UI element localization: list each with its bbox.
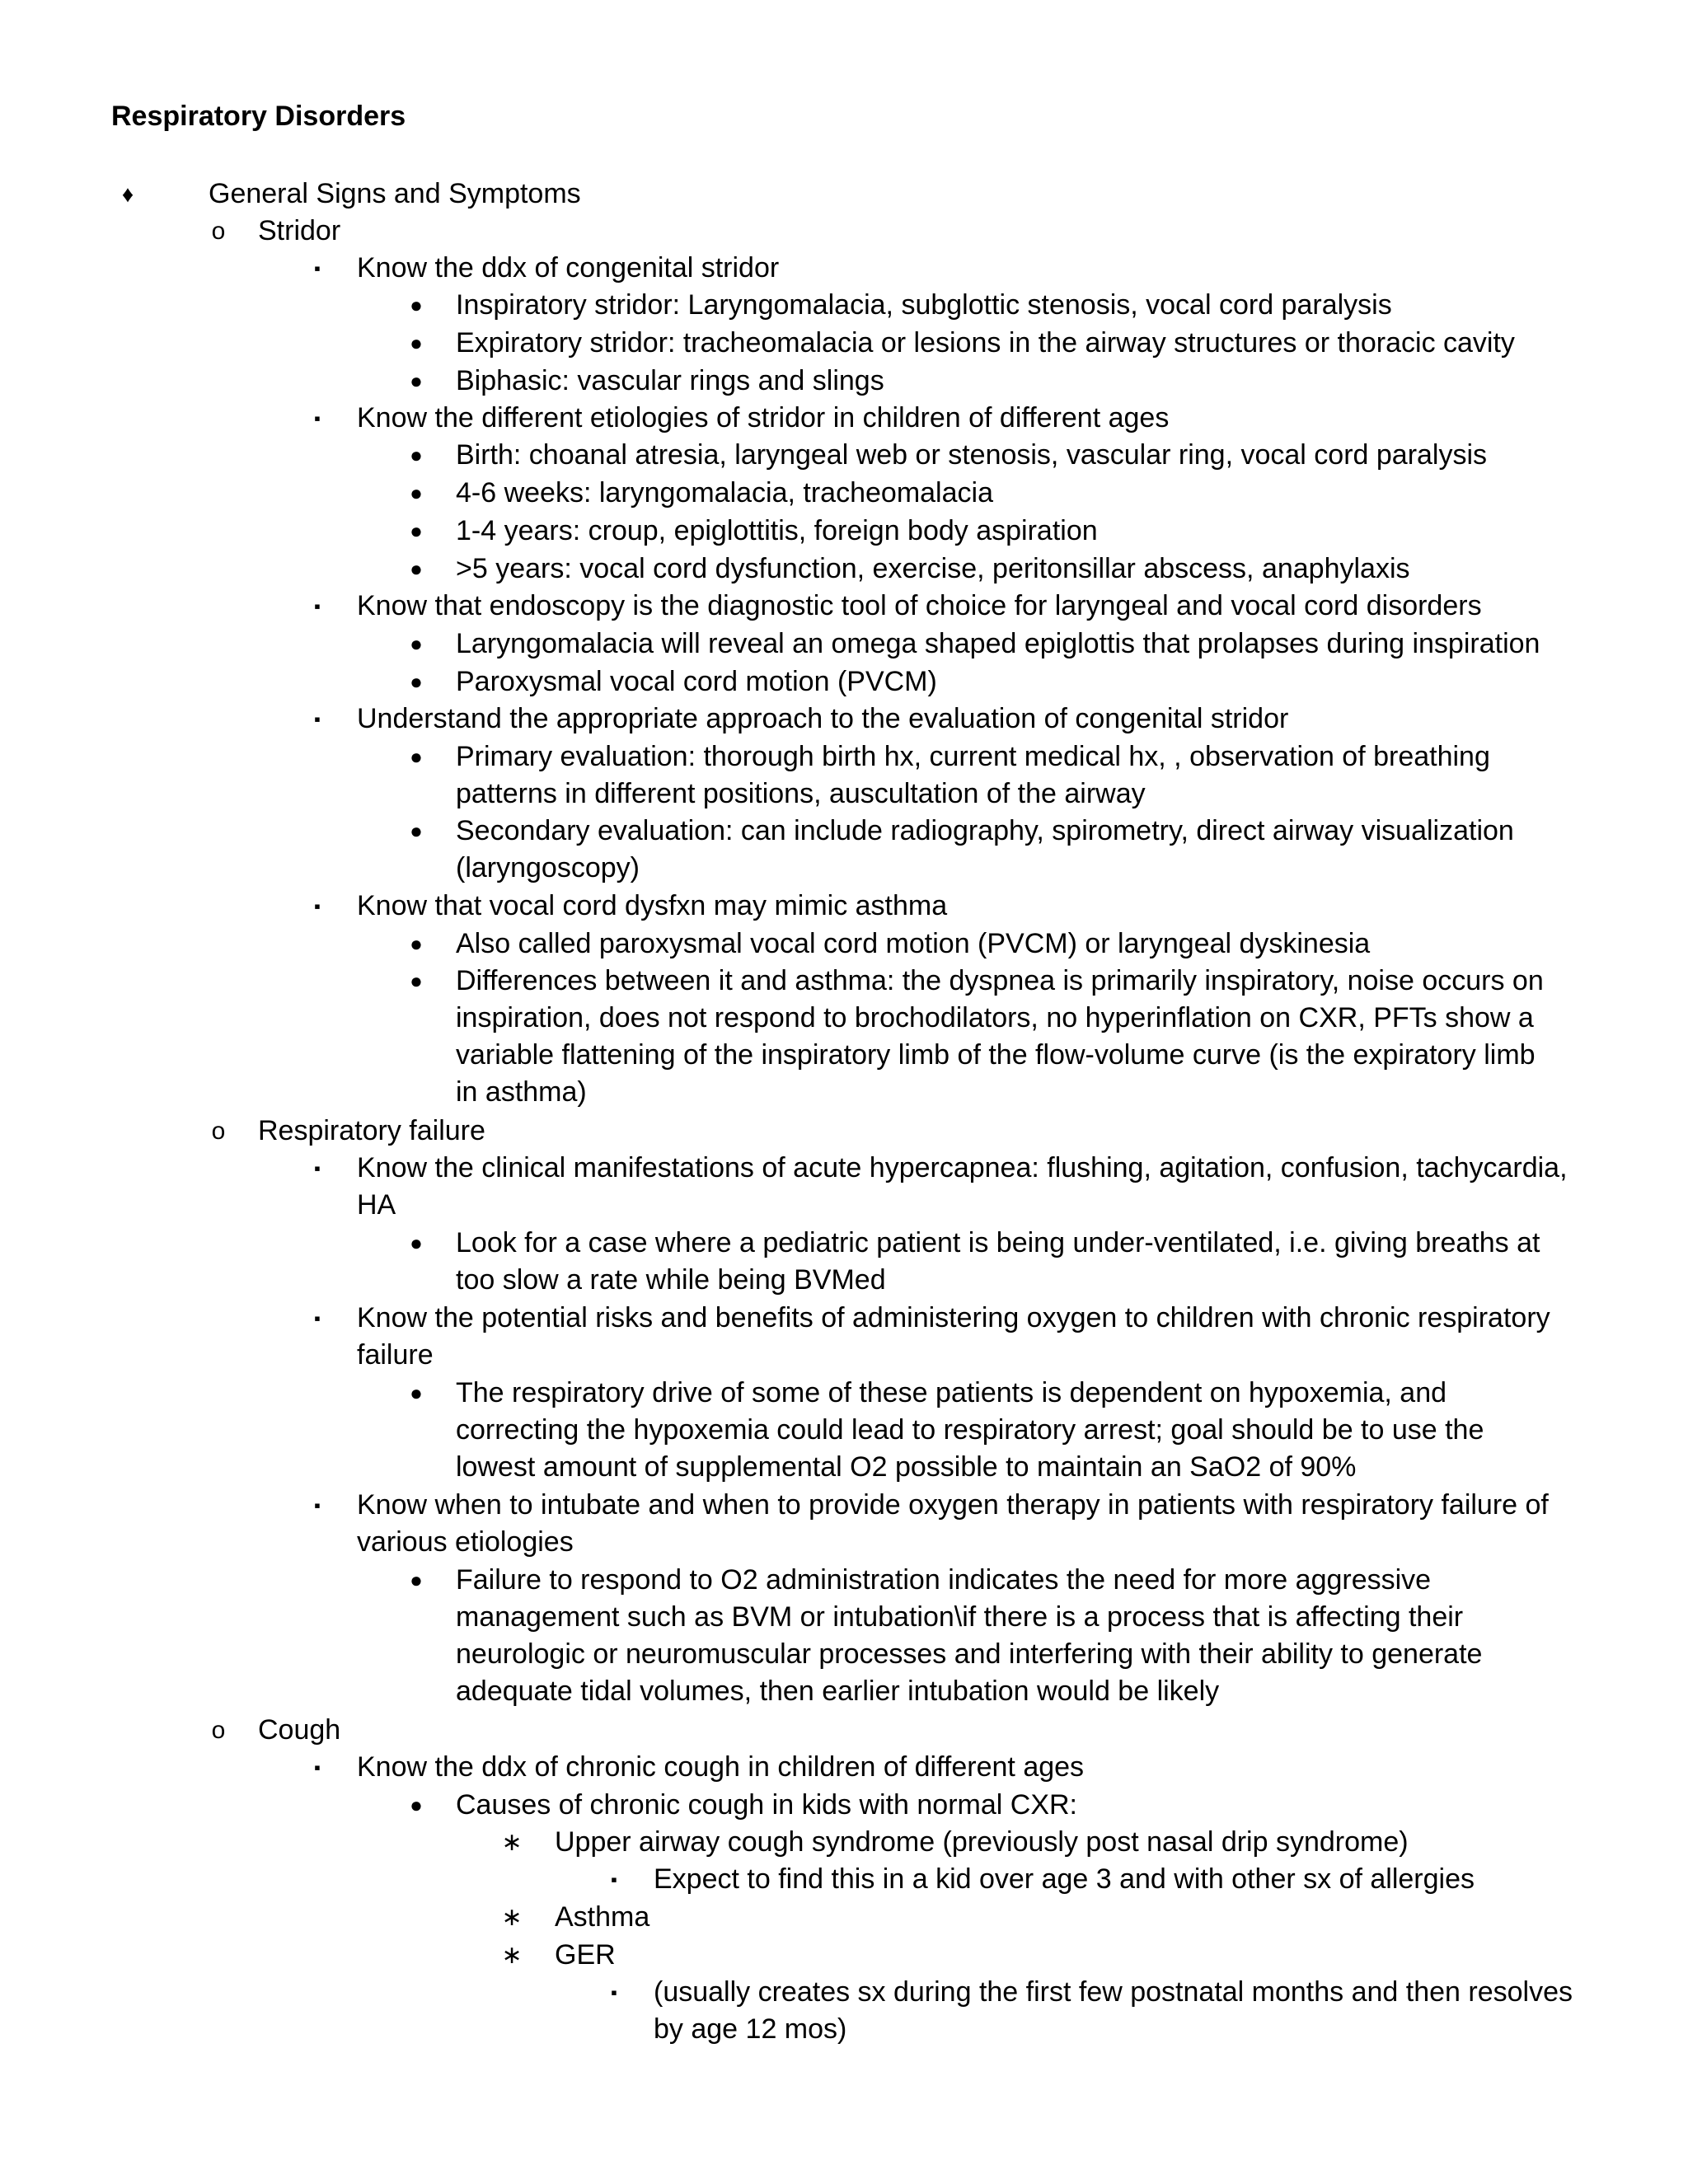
- square-bullet-icon: ▪: [314, 408, 321, 429]
- outline-line: Causes of chronic cough in kids with normal CXR:: [456, 1789, 1077, 1821]
- outline-line: adequate tidal volumes, then earlier intubation would be likely: [456, 1675, 1220, 1707]
- dot-bullet-icon: ●: [410, 744, 423, 769]
- outline-line: Stridor: [258, 215, 341, 246]
- dot-bullet-icon: ●: [410, 931, 423, 956]
- outline-line: in asthma): [456, 1076, 587, 1108]
- outline-line: Understand the appropriate approach to the evaluation of congenital stridor: [357, 703, 1289, 734]
- square-bullet-icon: ▪: [611, 1982, 617, 2003]
- outline-line: Know the different etiologies of stridor in children of different ages: [357, 402, 1170, 434]
- square-bullet-icon: ▪: [314, 1495, 321, 1516]
- outline-line: Secondary evaluation: can include radiography, spirometry, direct airway visualization: [456, 815, 1514, 846]
- outline-line: Birth: choanal atresia, laryngeal web or stenosis, vascular ring, vocal cord paralysis: [456, 439, 1488, 471]
- outline-line: various etiologies: [357, 1526, 574, 1558]
- outline-line: Know the clinical manifestations of acute hypercapnea: flushing, agitation, confusion, tachycardia,: [357, 1152, 1568, 1183]
- outline-line: 4-6 weeks: laryngomalacia, tracheomalacia: [456, 477, 993, 509]
- dot-bullet-icon: ●: [410, 818, 423, 843]
- dot-bullet-icon: ●: [410, 443, 423, 467]
- outline-line: variable flattening of the inspiratory limb of the flow-volume curve (is the expiratory limb: [456, 1039, 1536, 1071]
- circle-bullet-icon: o: [211, 1118, 226, 1145]
- outline-line: Look for a case where a pediatric patient is being under-ventilated, i.e. giving breaths at: [456, 1227, 1540, 1258]
- dot-bullet-icon: ●: [410, 330, 423, 355]
- outline-line: (laryngoscopy): [456, 852, 640, 883]
- outline-line: Know when to intubate and when to provide oxygen therapy in patients with respiratory failure of: [357, 1489, 1549, 1521]
- dot-bullet-icon: ●: [410, 968, 423, 993]
- outline-line: Differences between it and asthma: the dyspnea is primarily inspiratory, noise occurs on: [456, 965, 1544, 996]
- outline-line: patterns in different positions, auscultation of the airway: [456, 778, 1146, 809]
- outline-line: Biphasic: vascular rings and slings: [456, 365, 884, 396]
- diamond-bullet-icon: ♦: [121, 181, 134, 207]
- outline-line: too slow a rate while being BVMed: [456, 1264, 886, 1296]
- square-bullet-icon: ▪: [314, 596, 321, 616]
- outline-line: Respiratory failure: [258, 1115, 485, 1146]
- star-bullet-icon: ∗: [501, 1829, 523, 1856]
- square-bullet-icon: ▪: [314, 1757, 321, 1778]
- outline-line: Cough: [258, 1714, 341, 1746]
- dot-bullet-icon: ●: [410, 293, 423, 317]
- outline-line: lowest amount of supplemental O2 possible to maintain an SaO2 of 90%: [456, 1451, 1357, 1483]
- outline-line: Know that vocal cord dysfxn may mimic asthma: [357, 890, 948, 921]
- outline-line: GER: [555, 1939, 616, 1971]
- outline-line: Primary evaluation: thorough birth hx, current medical hx, , observation of breathing: [456, 741, 1490, 772]
- dot-bullet-icon: ●: [410, 518, 423, 543]
- square-bullet-icon: ▪: [314, 1308, 321, 1329]
- dot-bullet-icon: ●: [410, 1380, 423, 1405]
- outline-line: by age 12 mos): [654, 2013, 847, 2045]
- star-bullet-icon: ∗: [501, 1904, 523, 1931]
- dot-bullet-icon: ●: [410, 1568, 423, 1592]
- dot-bullet-icon: ●: [410, 669, 423, 694]
- outline-line: Also called paroxysmal vocal cord motion (PVCM) or laryngeal dyskinesia: [456, 928, 1371, 959]
- dot-bullet-icon: ●: [410, 480, 423, 505]
- outline-line: Upper airway cough syndrome (previously post nasal drip syndrome): [555, 1826, 1409, 1858]
- outline-line: failure: [357, 1339, 434, 1371]
- outline-line: Paroxysmal vocal cord motion (PVCM): [456, 666, 937, 697]
- dot-bullet-icon: ●: [410, 368, 423, 393]
- outline-line: Laryngomalacia will reveal an omega shaped epiglottis that prolapses during inspiration: [456, 628, 1540, 659]
- outline-line: Inspiratory stridor: Laryngomalacia, subglottic stenosis, vocal cord paralysis: [456, 289, 1392, 321]
- square-bullet-icon: ▪: [314, 896, 321, 916]
- page-title: Respiratory Disorders: [111, 101, 406, 132]
- outline-line: 1-4 years: croup, epiglottitis, foreign body aspiration: [456, 515, 1098, 546]
- outline-line: inspiration, does not respond to brochodilators, no hyperinflation on CXR, PFTs show a: [456, 1002, 1534, 1033]
- outline-line: Know that endoscopy is the diagnostic tool of choice for laryngeal and vocal cord disorders: [357, 590, 1482, 621]
- star-bullet-icon: ∗: [501, 1942, 523, 1969]
- outline-line: management such as BVM or intubation\if there is a process that is affecting their: [456, 1601, 1464, 1633]
- dot-bullet-icon: ●: [410, 1230, 423, 1255]
- outline-line: The respiratory drive of some of these patients is dependent on hypoxemia, and: [456, 1377, 1447, 1408]
- square-bullet-icon: ▪: [314, 258, 321, 279]
- outline-line: Expect to find this in a kid over age 3 and with other sx of allergies: [654, 1863, 1475, 1895]
- circle-bullet-icon: o: [211, 218, 226, 245]
- outline-line: correcting the hypoxemia could lead to respiratory arrest; goal should be to use the: [456, 1414, 1484, 1446]
- circle-bullet-icon: o: [211, 1717, 226, 1744]
- outline-line: Know the ddx of congenital stridor: [357, 252, 780, 284]
- square-bullet-icon: ▪: [611, 1869, 617, 1890]
- outline-line: neurologic or neuromuscular processes and interfering with their ability to generate: [456, 1638, 1483, 1670]
- dot-bullet-icon: ●: [410, 1793, 423, 1817]
- square-bullet-icon: ▪: [314, 709, 321, 729]
- outline-line: Know the ddx of chronic cough in children of different ages: [357, 1751, 1085, 1783]
- outline-line: General Signs and Symptoms: [209, 178, 581, 209]
- outline-line: (usually creates sx during the first few postnatal months and then resolves: [654, 1976, 1573, 2008]
- outline-line: Failure to respond to O2 administration indicates the need for more aggressive: [456, 1564, 1432, 1596]
- outline-line: HA: [357, 1189, 396, 1221]
- outline-line: Expiratory stridor: tracheomalacia or lesions in the airway structures or thoracic cavity: [456, 327, 1515, 359]
- outline-line: >5 years: vocal cord dysfunction, exercise, peritonsillar abscess, anaphylaxis: [456, 553, 1410, 584]
- dot-bullet-icon: ●: [410, 556, 423, 581]
- dot-bullet-icon: ●: [410, 631, 423, 656]
- outline-line: Asthma: [555, 1901, 650, 1933]
- outline-line: Know the potential risks and benefits of administering oxygen to children with chronic respiratory: [357, 1302, 1550, 1333]
- square-bullet-icon: ▪: [314, 1158, 321, 1179]
